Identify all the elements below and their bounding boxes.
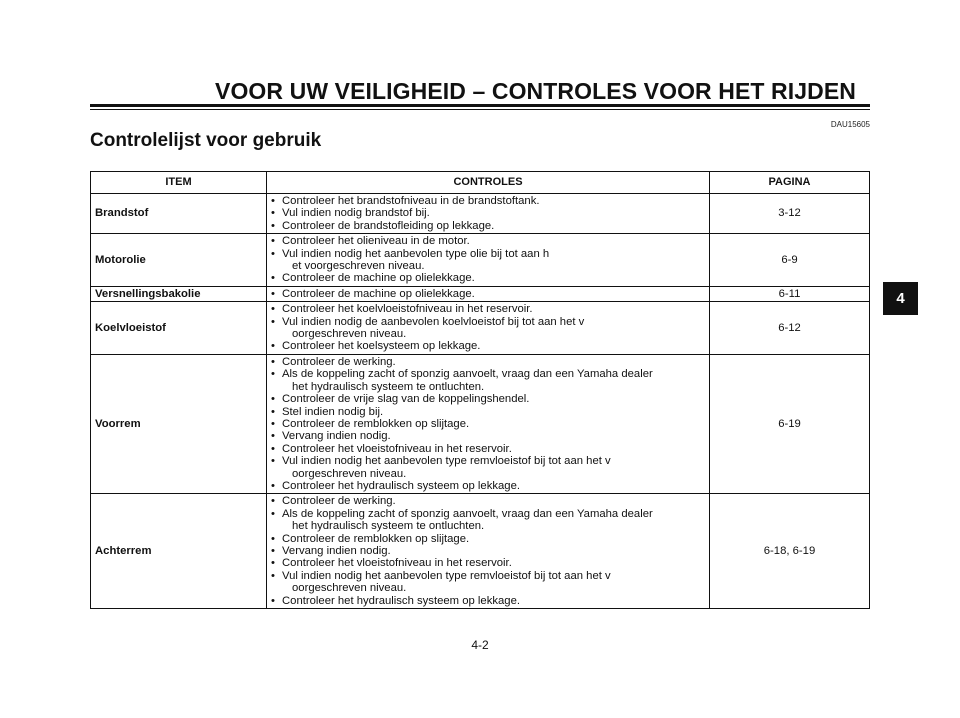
- check-item-text-continued: et voorgeschreven niveau.: [292, 260, 425, 273]
- check-item: • Controleer het hydraulisch systeem op lekkage.: [271, 480, 705, 492]
- check-item: • Controleer het olieniveau in de motor.: [271, 235, 705, 247]
- row-page-reference: 6-11: [710, 286, 870, 301]
- row-checks: [267, 234, 710, 287]
- page-number: 4-2: [471, 638, 489, 652]
- check-item: [271, 455, 705, 480]
- check-item: • Controleer de machine op olielekkage.: [271, 272, 705, 284]
- table-row: [91, 354, 870, 493]
- table-body: [91, 194, 870, 609]
- check-item: • Controleer het koelsysteem op lekkage.: [271, 340, 705, 352]
- checklist-table: [90, 171, 870, 609]
- row-item-name: Achterrem: [91, 494, 267, 609]
- check-item-text: • Als de koppeling zacht of sponzig aanvoelt, vraag dan een Yamaha dealer: [282, 507, 653, 520]
- row-item-name: Voorrem: [91, 354, 267, 493]
- check-item: [271, 316, 705, 341]
- check-item: [271, 570, 705, 595]
- column-header-item: ITEM: [91, 172, 267, 194]
- header-rule-thin: [90, 109, 870, 110]
- row-item-name: Versnellingsbakolie: [91, 286, 267, 301]
- check-item: • Vervang indien nodig.: [271, 430, 705, 442]
- check-item-text-continued: het hydraulisch systeem te ontluchten.: [292, 380, 485, 393]
- row-item-name: Motorolie: [91, 234, 267, 287]
- table-row: [91, 234, 870, 287]
- check-item: • Controleer de brandstofleiding op lekkage.: [271, 220, 705, 232]
- check-item: • Controleer het brandstofniveau in de brandstoftank.: [271, 195, 705, 207]
- check-item: • Controleer het vloeistofniveau in het reservoir.: [271, 557, 705, 569]
- check-item: • Controleer het vloeistofniveau in het reservoir.: [271, 443, 705, 455]
- check-item: • Vervang indien nodig.: [271, 545, 705, 557]
- column-header-checks: CONTROLES: [267, 172, 710, 194]
- row-page-reference: 6-9: [710, 234, 870, 287]
- row-page-reference: 6-18, 6-19: [710, 494, 870, 609]
- column-header-page: PAGINA: [710, 172, 870, 194]
- table-row: [91, 194, 870, 234]
- row-item-name: Brandstof: [91, 194, 267, 234]
- row-page-reference: 3-12: [710, 194, 870, 234]
- check-item-text: • Als de koppeling zacht of sponzig aanvoelt, vraag dan een Yamaha dealer: [282, 368, 653, 381]
- row-page-reference: 6-12: [710, 302, 870, 355]
- table-row: [91, 494, 870, 609]
- row-checks: [267, 494, 710, 609]
- check-item-text-continued: oorgeschreven niveau.: [292, 467, 407, 480]
- check-item: [271, 248, 705, 273]
- row-checks: [267, 302, 710, 355]
- check-item-text: • Vul indien nodig het aanbevolen type olie bij tot aan h: [282, 247, 550, 260]
- check-item: • Controleer de remblokken op slijtage.: [271, 533, 705, 545]
- check-item-text-continued: oorgeschreven niveau.: [292, 582, 407, 595]
- check-item: [271, 368, 705, 393]
- check-item-text: • Vul indien nodig het aanbevolen type remvloeistof bij tot aan het v: [282, 455, 611, 468]
- check-item: • Stel indien nodig bij.: [271, 406, 705, 418]
- check-item: • Vul indien nodig brandstof bij.: [271, 207, 705, 219]
- check-item: • Controleer de werking.: [271, 495, 705, 507]
- row-checks: [267, 194, 710, 234]
- table-header-row: [91, 172, 870, 194]
- check-item: • Controleer de remblokken op slijtage.: [271, 418, 705, 430]
- check-item-text: • Vul indien nodig de aanbevolen koelvloeistof bij tot aan het v: [282, 315, 585, 328]
- row-checks: [267, 286, 710, 301]
- check-item: • Controleer de werking.: [271, 356, 705, 368]
- check-item: • Controleer de machine op olielekkage.: [271, 288, 705, 300]
- table-row: [91, 286, 870, 301]
- check-item: • Controleer de vrije slag van de koppelingshendel.: [271, 393, 705, 405]
- table-row: [91, 302, 870, 355]
- check-item: [271, 508, 705, 533]
- check-item-text-continued: oorgeschreven niveau.: [292, 328, 407, 341]
- check-item-text: • Vul indien nodig het aanbevolen type remvloeistof bij tot aan het v: [282, 569, 611, 582]
- header-title: VOOR UW VEILIGHEID – CONTROLES VOOR HET RIJDEN: [215, 78, 856, 104]
- check-item: • Controleer het hydraulisch systeem op lekkage.: [271, 595, 705, 607]
- document-code: DAU15605: [830, 120, 870, 129]
- row-checks: [267, 354, 710, 493]
- header-rule-thick: [90, 104, 870, 107]
- row-page-reference: 6-19: [710, 354, 870, 493]
- chapter-tab: 4: [883, 282, 918, 315]
- check-item: • Controleer het koelvloeistofniveau in het reservoir.: [271, 303, 705, 315]
- row-item-name: Koelvloeistof: [91, 302, 267, 355]
- section-title: Controlelijst voor gebruik: [90, 130, 322, 151]
- check-item-text-continued: het hydraulisch systeem te ontluchten.: [292, 520, 485, 533]
